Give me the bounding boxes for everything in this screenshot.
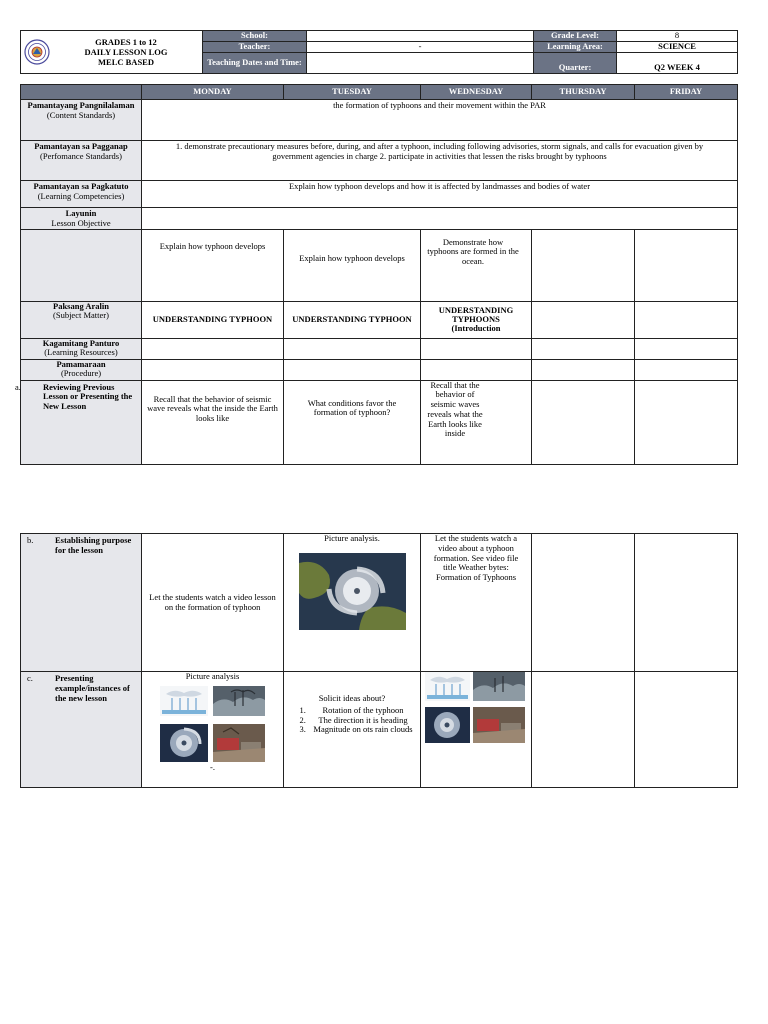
ideas-list-item: 1. Rotation of the typhoon (308, 706, 418, 716)
typhoon-radar-photo-icon (160, 724, 208, 762)
content-standards-sub: (Content Standards) (46, 109, 116, 120)
presenting-thursday (532, 672, 635, 788)
presenting-wednesday (421, 672, 532, 788)
resources-tuesday (284, 338, 421, 359)
day-wednesday: WEDNESDAY (421, 85, 532, 100)
storm-waves-photo-icon (473, 672, 525, 701)
review-thursday (532, 380, 635, 464)
procedure-monday (142, 359, 284, 380)
subject-tuesday: UNDERSTANDING TYPHOON (284, 301, 421, 338)
procedure-wednesday (421, 359, 532, 380)
day-thursday: THURSDAY (532, 85, 635, 100)
resources-title: Kagamitang Panturo (42, 337, 120, 348)
review-friday (635, 380, 738, 464)
review-wednesday: Recall that the behavior of seismic waves reveals what the Earth looks like inside (421, 380, 532, 464)
presenting-num: c. (27, 673, 33, 683)
day-tuesday: TUESDAY (284, 85, 421, 100)
competencies-title: Pamantayan sa Pagkatuto (33, 181, 129, 191)
title-line-2: DAILY LESSON LOG (84, 46, 168, 57)
presenting-monday-footer: -. (210, 761, 215, 772)
lesson-log-table (15, 84, 738, 465)
purpose-thursday (532, 534, 635, 672)
purpose-num: b. (27, 535, 34, 545)
procedure-label (21, 359, 142, 380)
review-title: Reviewing Previous Lesson or Presenting the New Lesson (43, 381, 133, 412)
purpose-label (21, 534, 142, 672)
competencies-sub: (Learning Competencies) (37, 190, 125, 201)
subject-friday (635, 301, 738, 338)
objective-title: Layunin (65, 208, 97, 218)
learning-area-value: SCIENCE (617, 42, 738, 53)
review-num: a. (15, 381, 21, 392)
resources-monday (142, 338, 284, 359)
storm-waves-photo-icon (213, 686, 265, 716)
grade-level-value: 8 (617, 31, 738, 42)
review-label (15, 380, 142, 464)
purpose-friday (635, 534, 738, 672)
resources-friday (635, 338, 738, 359)
objective-monday: Explain how typhoon develops (142, 229, 284, 301)
subject-matter-label (21, 301, 142, 338)
competencies-label (21, 181, 142, 208)
school-label: School: (203, 31, 307, 42)
purpose-tuesday (284, 534, 421, 672)
review-monday: Recall that the behavior of seismic wave reveals what the inside the Earth looks like (142, 380, 284, 464)
review-tuesday: What conditions favor the formation of typhoon? (284, 380, 421, 464)
header-title-cell (21, 31, 203, 74)
objective-blank (142, 208, 738, 230)
quarter-value: Q2 WEEK 4 (617, 52, 738, 73)
resources-label (21, 338, 142, 359)
deped-seal-icon (24, 39, 50, 65)
subject-wednesday-line3: (Introduction (451, 323, 501, 334)
objective-tuesday: Explain how typhoon develops (284, 229, 421, 301)
quarter-label: Quarter: (534, 52, 617, 73)
typhoon-damage-photo-icon (213, 724, 265, 762)
competencies-value: Explain how typhoon develops and how it is affected by landmasses and bodies of water (142, 181, 738, 208)
objective-wednesday: Demonstrate how typhoons are formed in the ocean. (421, 229, 532, 301)
title-line-1: GRADES 1 to 12 (95, 36, 157, 47)
presenting-tuesday-intro: Solicit ideas about? (318, 693, 386, 703)
day-friday: FRIDAY (635, 85, 738, 100)
purpose-monday: Let the students watch a video lesson on the formation of typhoon (142, 534, 284, 672)
objective-friday (635, 229, 738, 301)
evaporation-diagram-icon (160, 686, 208, 716)
title-line-3: MELC BASED (98, 57, 154, 68)
procedure-sub: (Procedure) (60, 368, 102, 379)
objective-sub: Lesson Objective (51, 217, 111, 228)
typhoon-satellite-icon (299, 553, 406, 630)
objective-label (21, 208, 142, 230)
presenting-friday (635, 672, 738, 788)
procedure-friday (635, 359, 738, 380)
content-standards-value: the formation of typhoons and their movement within the PAR (142, 100, 738, 141)
presenting-monday (142, 672, 284, 788)
procedure-tuesday (284, 359, 421, 380)
performance-standards-value: 1. demonstrate precautionary measures before, during, and after a typhoon, including following advisories, storm signals, and calls for evacuation given by government agencies in charge 2. participate in activities that lessen the risks brought by typhoons (142, 141, 738, 181)
lesson-log-table-continued (20, 533, 738, 788)
presenting-monday-text: Picture analysis (185, 671, 240, 681)
corner-cell (21, 85, 142, 100)
performance-standards-label (21, 141, 142, 181)
school-value (307, 31, 534, 42)
subject-wednesday-line1: UNDERSTANDING (438, 304, 514, 315)
procedure-thursday (532, 359, 635, 380)
teacher-label: Teacher: (203, 42, 307, 53)
learning-area-label: Learning Area: (534, 42, 617, 53)
content-standards-label (21, 100, 142, 141)
objective-spacer (21, 229, 142, 301)
subject-wednesday-line2: TYPHOONS (452, 313, 500, 324)
teaching-dates-label: Teaching Dates and Time: (203, 52, 307, 73)
performance-standards-sub: (Perfomance Standards) (40, 150, 122, 161)
objective-thursday (532, 229, 635, 301)
monday-picture-grid (144, 686, 281, 762)
presenting-label (21, 672, 142, 788)
day-monday: MONDAY (142, 85, 284, 100)
purpose-wednesday: Let the students watch a video about a typhoon formation. See video file title Weather bytes: Formation of Typhoons (421, 534, 532, 672)
typhoon-satellite-image (299, 553, 406, 630)
grade-level-label: Grade Level: (534, 31, 617, 42)
performance-standards-title: Pamantayan sa Pagganap (34, 141, 128, 151)
subject-thursday (532, 301, 635, 338)
content-standards-title: Pamantayang Pangnilalaman (27, 100, 135, 110)
resources-wednesday (421, 338, 532, 359)
procedure-title: Pamamaraan (56, 358, 106, 369)
subject-wednesday (421, 301, 532, 338)
wednesday-picture-grid (425, 672, 527, 743)
ideas-list-item: 3. Magnitude on ots rain clouds (308, 725, 418, 735)
resources-sub: (Learning Resources) (44, 347, 118, 358)
typhoon-radar-photo-icon (425, 707, 470, 743)
subject-matter-sub: (Subject Matter) (53, 310, 109, 321)
teacher-value: - (307, 42, 534, 53)
subject-monday: UNDERSTANDING TYPHOON (142, 301, 284, 338)
purpose-tuesday-text: Picture analysis. (324, 533, 380, 543)
header-table (20, 30, 738, 74)
evaporation-diagram-icon (425, 672, 470, 701)
ideas-list (286, 706, 418, 735)
presenting-tuesday (284, 672, 421, 788)
resources-thursday (532, 338, 635, 359)
presenting-title: Presenting example/instances of the new lesson (55, 673, 130, 703)
purpose-title: Establishing purpose for the lesson (55, 535, 132, 555)
subject-matter-title: Paksang Aralin (53, 300, 109, 311)
ideas-list-item: 2. The direction it is heading (308, 716, 418, 726)
typhoon-damage-photo-icon (473, 707, 525, 743)
teaching-dates-value (307, 52, 534, 73)
days-header-row (21, 85, 738, 100)
